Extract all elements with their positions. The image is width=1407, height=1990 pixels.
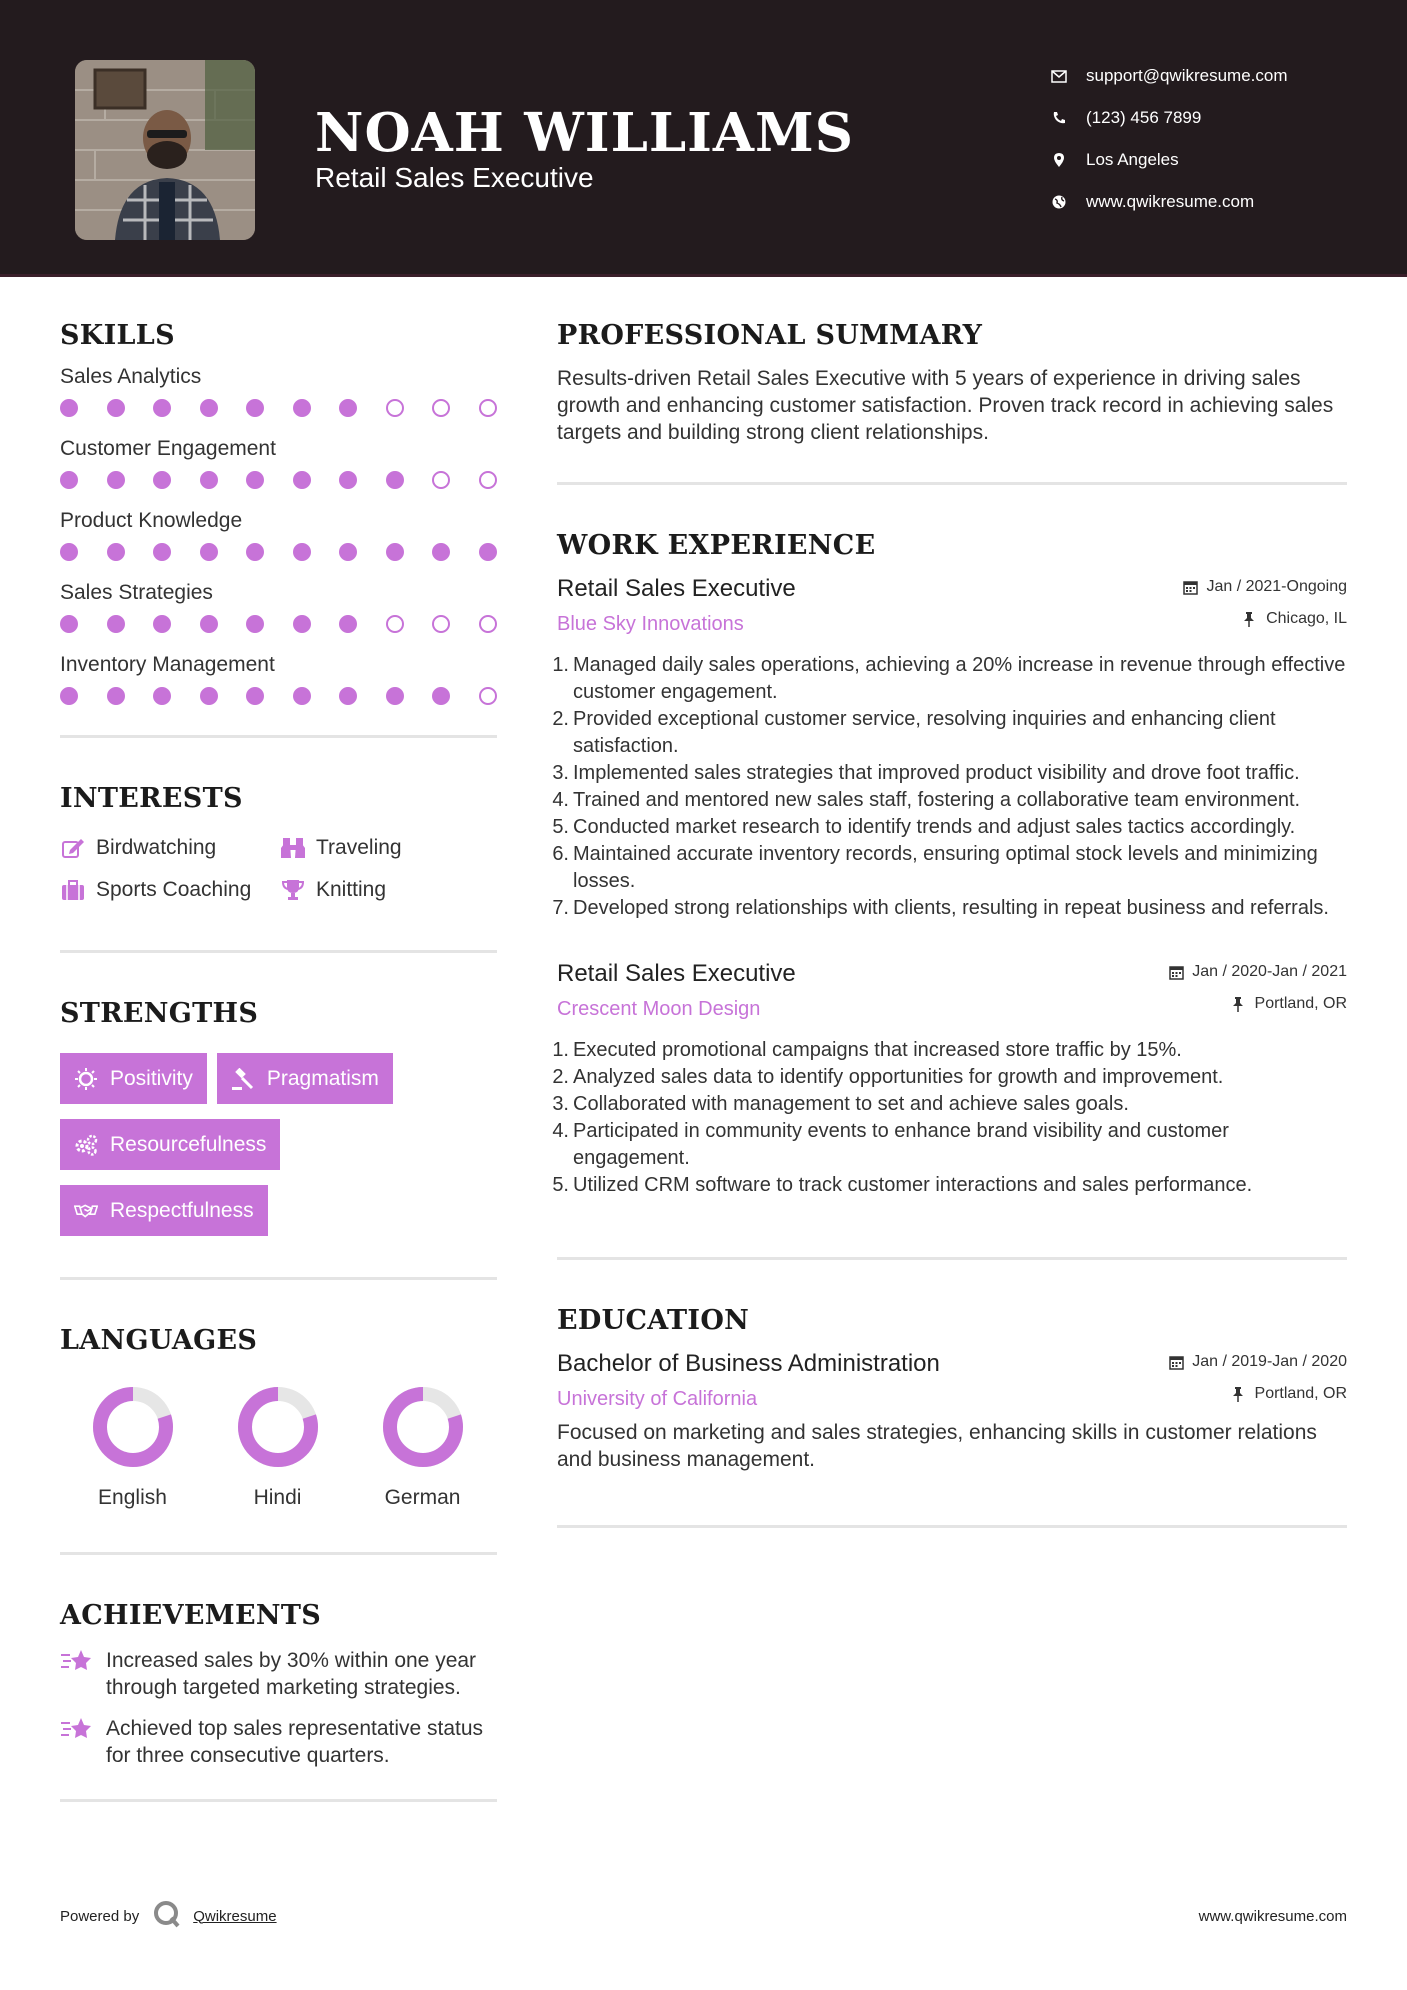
pin-icon	[1243, 612, 1258, 627]
job-duties	[552, 1037, 1347, 1199]
language-item	[205, 1384, 350, 1510]
achievement-item: Achieved top sales representative status for three consecutive quarters.	[60, 1715, 497, 1769]
duty-item: 2. Analyzed sales data to identify opportunities for growth and improvement.	[552, 1066, 1224, 1088]
rating-dot-empty	[386, 615, 404, 633]
rating-dot-filled	[339, 399, 357, 417]
duty-item: 6. Maintained accurate inventory records, ensuring optimal stock levels and minimizing losses.	[552, 843, 1318, 892]
language-name: German	[384, 1486, 461, 1509]
rating-dot-filled	[107, 543, 125, 561]
footer	[60, 1900, 1347, 1932]
language-item	[60, 1384, 205, 1510]
rating-dot-filled	[153, 543, 171, 561]
duty-item: 1. Executed promotional campaigns that increased store traffic by 15%.	[552, 1039, 1182, 1061]
divider	[557, 1257, 1347, 1260]
rating-dot-filled	[107, 399, 125, 417]
rating-dot-filled	[432, 543, 450, 561]
candidate-title: Retail Sales Executive	[315, 162, 594, 193]
skill-name: Product Knowledge	[60, 509, 243, 532]
duty-item: 7. Developed strong relationships with clients, resulting in repeat business and referrals.	[552, 897, 1329, 919]
rating-dot-filled	[107, 471, 125, 489]
footer-url[interactable]: www.qwikresume.com	[1198, 1907, 1347, 1925]
interests-title: INTERESTS	[60, 783, 243, 814]
rating-dot-filled	[200, 543, 218, 561]
rating-dot-empty	[479, 615, 497, 633]
divider	[60, 1277, 497, 1280]
duty-item: 4. Trained and mentored new sales staff, fostering a collaborative team environment.	[552, 789, 1301, 811]
rating-dot-filled	[339, 543, 357, 561]
shooting-star-icon	[60, 1647, 94, 1675]
rating-dot-filled	[60, 471, 78, 489]
globe-icon	[1050, 193, 1068, 211]
brand-link[interactable]: Qwikresume	[193, 1907, 277, 1925]
location-pin-icon	[1050, 151, 1068, 169]
job-entry	[552, 960, 1347, 1199]
skill-name: Inventory Management	[60, 653, 275, 676]
rating-dot-filled	[246, 399, 264, 417]
binoculars-icon	[280, 836, 306, 860]
phone-icon	[1050, 109, 1068, 127]
language-level-donut	[90, 1384, 176, 1470]
rating-dot-filled	[153, 399, 171, 417]
duty-item: 5. Conducted market research to identify trends and adjust sales tactics accordingly.	[552, 816, 1296, 838]
language-name: English	[98, 1486, 167, 1509]
job-dates: Jan / 2021-Ongoing	[1183, 575, 1347, 599]
education-description: Focused on marketing and sales strategies, enhancing skills in customer relations and business management.	[557, 1421, 1317, 1471]
achievement-item: Increased sales by 30% within one year through targeted marketing strategies.	[60, 1647, 497, 1701]
trophy-icon	[280, 878, 306, 902]
rating-dot-filled	[60, 543, 78, 561]
rating-dot-filled	[339, 615, 357, 633]
pin-icon	[1232, 997, 1247, 1012]
rating-dot-filled	[293, 399, 311, 417]
rating-dot-filled	[479, 543, 497, 561]
left-column	[60, 320, 497, 1802]
rating-dot-empty	[432, 399, 450, 417]
skill-rating	[60, 615, 497, 633]
language-level-donut	[380, 1384, 466, 1470]
gavel-icon	[231, 1067, 255, 1091]
duty-item: 4. Participated in community events to enhance brand visibility and customer engagement.	[552, 1120, 1229, 1169]
job-dates: Jan / 2020-Jan / 2021	[1169, 960, 1347, 984]
strengths-list	[60, 1053, 497, 1251]
rating-dot-filled	[153, 615, 171, 633]
job-role: Retail Sales Executive	[557, 960, 796, 987]
strengths-title: STRENGTHS	[60, 998, 259, 1029]
interest-item: Sports Coaching	[60, 878, 280, 902]
duty-item: 3. Implemented sales strategies that improved product visibility and drove foot traffic.	[552, 762, 1300, 784]
rating-dot-filled	[153, 687, 171, 705]
duty-item: 1. Managed daily sales operations, achieving a 20% increase in revenue through effective customer engagement.	[552, 654, 1346, 703]
rating-dot-filled	[60, 687, 78, 705]
contact-phone[interactable]: (123) 456 7899	[1050, 97, 1288, 139]
gears-icon	[74, 1133, 98, 1157]
strength-chip: Resourcefulness	[60, 1119, 280, 1170]
job-duties	[552, 652, 1347, 922]
rating-dot-filled	[200, 615, 218, 633]
handshake-icon	[74, 1199, 98, 1223]
summary-title: PROFESSIONAL SUMMARY	[557, 320, 983, 351]
rating-dot-filled	[293, 543, 311, 561]
education-entry	[557, 1350, 1347, 1473]
jobs-list	[552, 575, 1347, 1199]
achievements-list	[60, 1647, 497, 1769]
right-column	[552, 320, 1347, 1528]
qwikresume-logo-icon	[153, 1900, 181, 1932]
job-company: Blue Sky Innovations	[557, 613, 744, 635]
rating-dot-empty	[479, 471, 497, 489]
calendar-icon	[1183, 580, 1198, 595]
duty-item: 3. Collaborated with management to set and achieve sales goals.	[552, 1093, 1129, 1115]
job-company: Crescent Moon Design	[557, 998, 761, 1020]
divider	[60, 1799, 497, 1802]
rating-dot-empty	[479, 399, 497, 417]
contact-list	[1050, 55, 1288, 223]
skill-name: Sales Analytics	[60, 365, 202, 388]
contact-email[interactable]: support@qwikresume.com	[1050, 55, 1288, 97]
education-title: EDUCATION	[557, 1305, 750, 1336]
education-dates: Jan / 2019-Jan / 2020	[1169, 1350, 1347, 1374]
job-role: Retail Sales Executive	[557, 575, 796, 602]
pencil-square-icon	[60, 836, 86, 860]
rating-dot-filled	[432, 687, 450, 705]
briefcase-icon	[60, 878, 86, 902]
sun-icon	[74, 1067, 98, 1091]
job-location: Chicago, IL	[1183, 607, 1347, 631]
powered-by: Powered by Qwikresume	[60, 1900, 277, 1932]
rating-dot-empty	[432, 615, 450, 633]
rating-dot-filled	[339, 471, 357, 489]
divider	[60, 1552, 497, 1555]
contact-location: Los Angeles	[1050, 139, 1288, 181]
divider	[557, 482, 1347, 485]
duty-item: 5. Utilized CRM software to track customer interactions and sales performance.	[552, 1174, 1253, 1196]
summary-text: Results-driven Retail Sales Executive with 5 years of experience in driving sales growth and enhancing customer satisfaction. Proven track record in achieving sales targets and building strong client relationships.	[557, 367, 1334, 444]
skill-rating	[60, 687, 497, 705]
candidate-name: NOAH WILLIAMS	[315, 102, 854, 164]
interest-item: Birdwatching	[60, 836, 280, 860]
education-location: Portland, OR	[1169, 1382, 1347, 1406]
rating-dot-filled	[246, 687, 264, 705]
duty-item: 2. Provided exceptional customer service, resolving inquiries and enhancing client satisfaction.	[552, 708, 1276, 757]
contact-website[interactable]: www.qwikresume.com	[1050, 181, 1288, 223]
rating-dot-filled	[386, 687, 404, 705]
skill-name: Sales Strategies	[60, 581, 213, 604]
experience-title: WORK EXPERIENCE	[557, 530, 876, 561]
interest-item: Knitting	[280, 878, 480, 902]
skill-rating	[60, 471, 497, 489]
skill-name: Customer Engagement	[60, 437, 276, 460]
rating-dot-filled	[293, 687, 311, 705]
rating-dot-filled	[293, 615, 311, 633]
rating-dot-filled	[246, 471, 264, 489]
divider	[60, 735, 497, 738]
rating-dot-filled	[200, 471, 218, 489]
degree: Bachelor of Business Administration	[557, 1350, 940, 1377]
rating-dot-filled	[153, 471, 171, 489]
skill-rating	[60, 399, 497, 417]
language-level-donut	[235, 1384, 321, 1470]
rating-dot-filled	[386, 543, 404, 561]
rating-dot-filled	[246, 543, 264, 561]
rating-dot-filled	[107, 687, 125, 705]
language-item	[350, 1384, 495, 1510]
mail-icon	[1050, 67, 1068, 85]
language-name: Hindi	[253, 1486, 302, 1509]
resume-header	[0, 0, 1407, 277]
rating-dot-empty	[432, 471, 450, 489]
skills-list	[60, 365, 497, 705]
rating-dot-empty	[386, 399, 404, 417]
rating-dot-filled	[60, 615, 78, 633]
calendar-icon	[1169, 1355, 1184, 1370]
rating-dot-filled	[293, 471, 311, 489]
rating-dot-filled	[339, 687, 357, 705]
job-location: Portland, OR	[1169, 992, 1347, 1016]
rating-dot-filled	[200, 399, 218, 417]
skills-title: SKILLS	[60, 320, 175, 351]
interest-item: Traveling	[280, 836, 480, 860]
rating-dot-filled	[246, 615, 264, 633]
rating-dot-empty	[479, 687, 497, 705]
achievements-title: ACHIEVEMENTS	[60, 1600, 322, 1631]
strength-chip: Pragmatism	[217, 1053, 393, 1104]
divider	[557, 1525, 1347, 1528]
divider	[60, 950, 497, 953]
skill-rating	[60, 543, 497, 561]
shooting-star-icon	[60, 1715, 94, 1743]
rating-dot-filled	[200, 687, 218, 705]
rating-dot-filled	[107, 615, 125, 633]
school: University of California	[557, 1388, 758, 1410]
interests-list	[60, 836, 497, 902]
languages-list	[60, 1384, 497, 1510]
strength-chip: Positivity	[60, 1053, 207, 1104]
pin-icon	[1232, 1387, 1247, 1402]
languages-title: LANGUAGES	[60, 1325, 258, 1356]
profile-photo	[75, 60, 255, 240]
calendar-icon	[1169, 965, 1184, 980]
rating-dot-filled	[386, 471, 404, 489]
job-entry	[552, 575, 1347, 922]
strength-chip: Respectfulness	[60, 1185, 268, 1236]
rating-dot-filled	[60, 399, 78, 417]
